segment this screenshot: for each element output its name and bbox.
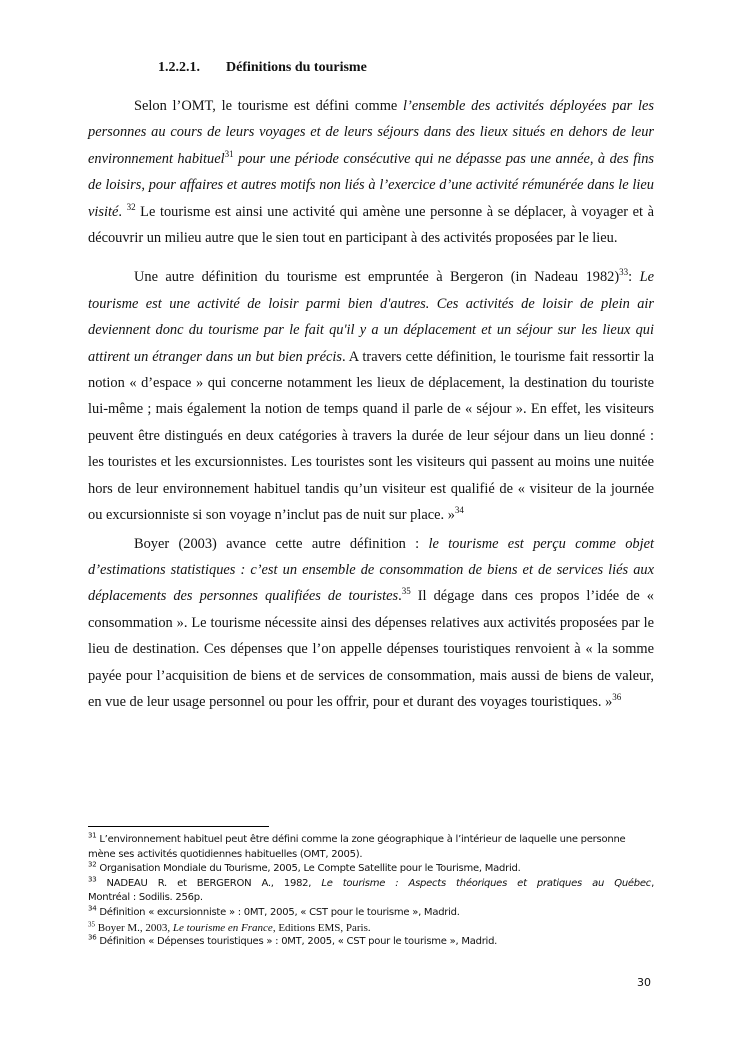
- footnote-text: Définition « excursionniste » : 0MT, 2005, « CST pour le tourisme », Madrid.: [96, 906, 460, 918]
- footnote-35: [88, 921, 654, 936]
- footnote-ref-34[interactable]: 34: [454, 505, 464, 516]
- page-number: 30: [637, 976, 651, 989]
- section-number: 1.2.2.1.: [158, 60, 200, 75]
- footnote-ref-33[interactable]: 33: [619, 267, 629, 278]
- quote-italic: pour une période consécutive qui ne dépasse pas une année, à des fins de loisirs, pour affaires et autres motifs non liés à l’exercice d’une activité rémunérée dans le lieu visité: [88, 150, 654, 220]
- text-run: Boyer (2003) avance cette autre définition :: [134, 535, 429, 552]
- paragraph-boyer-definition: [88, 531, 654, 716]
- text-run: Selon l’OMT, le tourisme est défini comme: [134, 98, 404, 114]
- quote-italic: le tourisme est perçu comme objet d’estimations statistiques : c’est un ensemble de consommation de biens et de services liés aux déplacements des personnes qualifiées de touristes: [88, 535, 654, 605]
- text-run: :: [628, 269, 640, 286]
- footnote-31: [88, 833, 654, 862]
- text-run: Il dégage dans ces propos l’idée de « consommation ». Le tourisme nécessite ainsi des dépenses relatives aux activités proposées par le lieu de destination. Ces dépenses que l’on appelle dépenses touristiques renvoient à « la somme payée pour l’acquisition de biens et de services de consommation, mais aussi de biens de valeur, en vue de leur usage personnel ou pour les offrir, pour et durant des voyages touristiques. »: [88, 588, 654, 710]
- footnote-text: Boyer M., 2003,: [95, 921, 173, 934]
- footnote-number: 32: [88, 860, 97, 869]
- footnote-number: 34: [88, 904, 97, 913]
- paragraph-bergeron-definition: [88, 264, 654, 528]
- footnote-text: Définition « Dépenses touristiques » : 0MT, 2005, « CST pour le tourisme », Madrid.: [96, 936, 498, 948]
- body-text: [88, 93, 654, 715]
- footnote-text: L’environnement habituel peut être défini comme la zone géographique à l’intérieur de laquelle une personne mène ses activités quotidiennes habituelles (OMT, 2005).: [88, 834, 626, 860]
- footnote-36: [88, 935, 654, 950]
- footnote-ref-36[interactable]: 36: [612, 692, 622, 703]
- text-run: Une autre définition du tourisme est empruntée à Bergeron (in Nadeau 1982): [134, 269, 620, 286]
- footnote-33: [88, 877, 654, 892]
- footnote-34: [88, 906, 654, 921]
- footnote-ref-32[interactable]: 32: [126, 201, 136, 212]
- footnote-ref-35[interactable]: 35: [401, 586, 411, 597]
- footnote-ref-31[interactable]: 31: [224, 149, 234, 160]
- paragraph-omt-definition: [88, 93, 654, 251]
- footnote-text: ,: [651, 877, 654, 889]
- quote-italic: Le tourisme est une activité de loisir parmi bien d'autres. Ces activités de loisir de plein air deviennent donc du tourisme par le fait qu'il y a un déplacement et un séjour sur les lieux qui attirent un étranger dans un but bien précis: [88, 269, 654, 365]
- footnote-number: 31: [88, 831, 97, 840]
- footnote-33-continued: [88, 891, 654, 906]
- footnote-text: NADEAU R. et BERGERON A., 1982,: [96, 877, 322, 889]
- footnote-book-title: Le tourisme : Aspects théoriques et pratiques au Québec: [321, 877, 652, 889]
- footnote-number: 36: [88, 933, 97, 942]
- quote-italic: l’ensemble des activités déployées par les personnes au cours de leurs voyages et de leurs séjours dans des lieux situés en dehors de leur environnement habituel: [88, 98, 654, 167]
- footnote-text: Organisation Mondiale du Tourisme, 2005, Le Compte Satellite pour le Tourisme, Madrid.: [96, 863, 521, 875]
- section-title: Définitions du tourisme: [226, 60, 367, 75]
- section-heading: [158, 60, 367, 76]
- text-run: Le tourisme est ainsi une activité qui amène une personne à se déplacer, à voyager et à découvrir un milieu autre que le sien tout en participant à des activités proposées par le lieu.: [88, 203, 654, 247]
- footnote-32: [88, 862, 654, 877]
- footnote-separator: [88, 826, 269, 827]
- footnote-text: Montréal : Sodilis. 256p.: [88, 892, 203, 904]
- text-run: .: [398, 588, 402, 605]
- text-run: . A travers cette définition, le tourisme fait ressortir la notion « d’espace » qui concerne notamment les lieux de déplacement, la destination du touriste lui-même ; mais également la notion de temps quand il parle de « séjour ». En effet, les visiteurs peuvent être distingués en deux catégories à travers la durée de leur séjour dans un lieu donné : les touristes et les excursionnistes. Les touristes sont les visiteurs qui passent au moins une nuitée hors de leur environnement habituel tandis qu’un visiteur est qualifié de « visiteur de la journée ou excursionniste si son voyage n’inclut pas de nuit sur place. »: [88, 348, 654, 524]
- footnote-text: , Editions EMS, Paris.: [272, 921, 371, 934]
- footnote-number: 35: [88, 919, 95, 928]
- footnote-book-title: Le tourisme en France: [172, 921, 273, 934]
- footnote-number: 33: [88, 875, 97, 884]
- text-run: .: [118, 203, 127, 220]
- footnotes: [88, 833, 654, 950]
